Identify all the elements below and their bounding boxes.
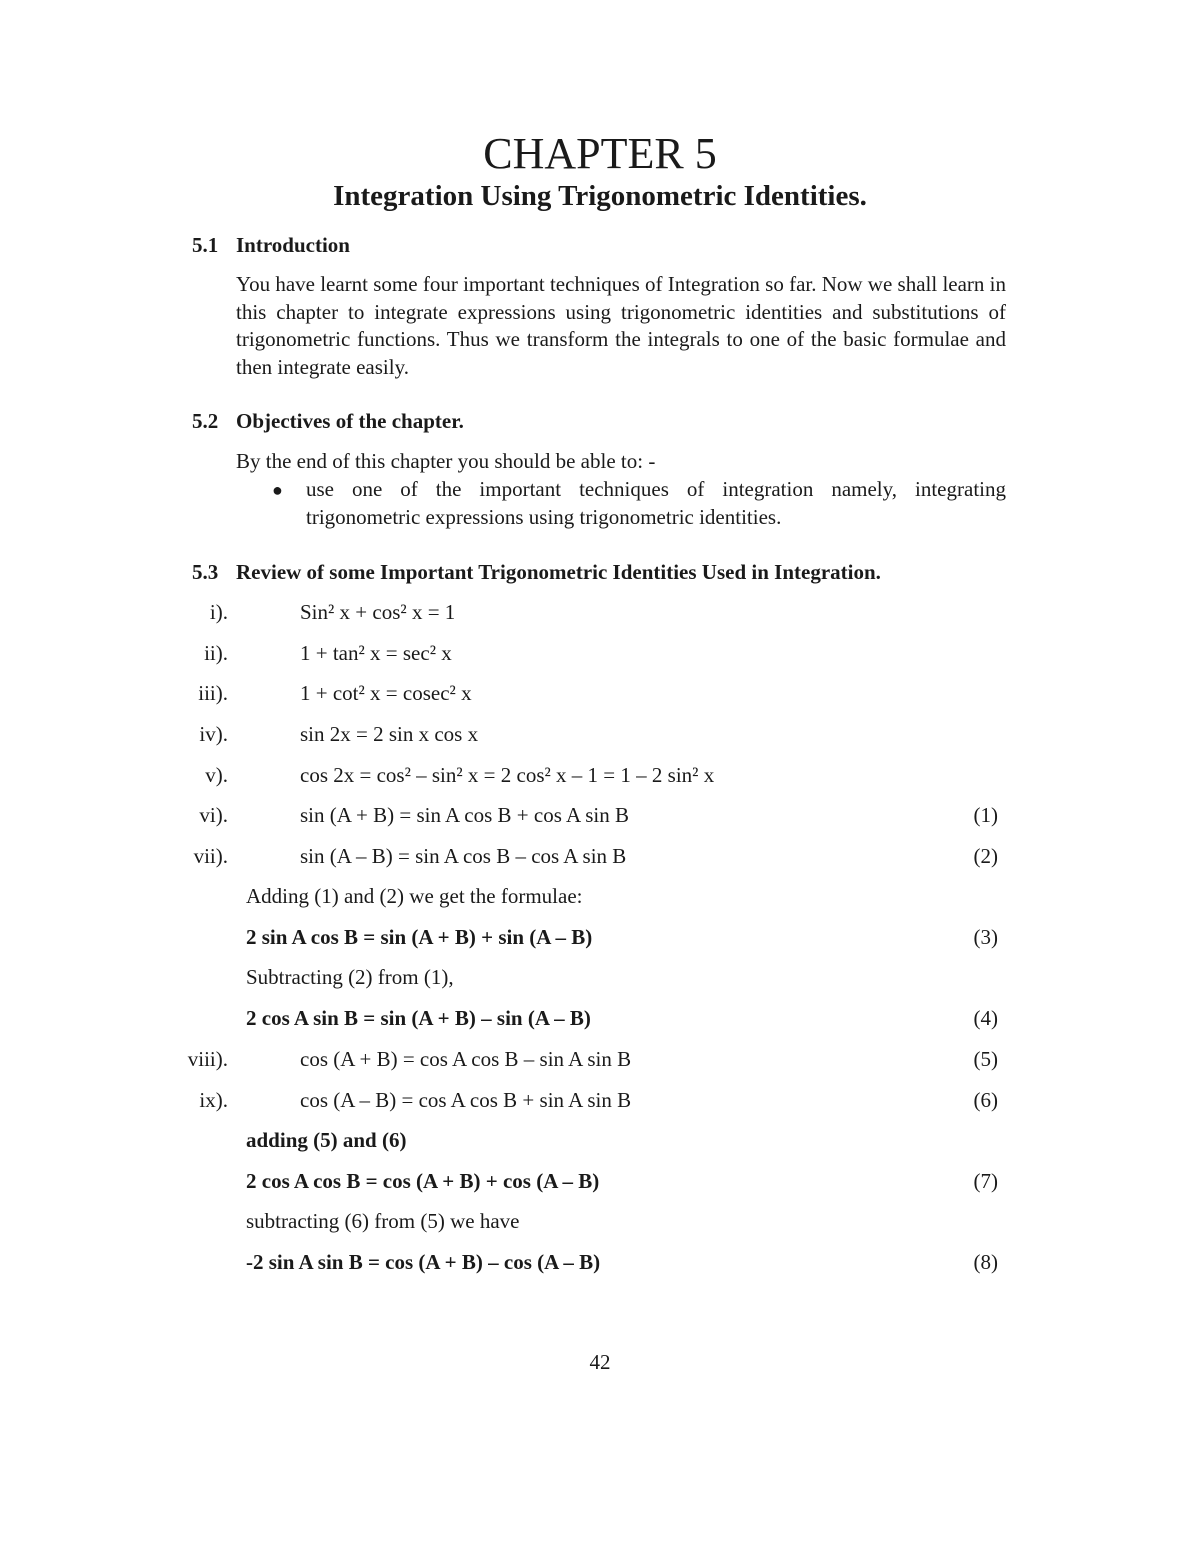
derivation-note-adding: Adding (1) and (2) we get the formulae: bbox=[246, 884, 583, 908]
identity-formula-iv: sin 2x = 2 sin x cos x bbox=[300, 722, 479, 746]
identity-label-viii: viii). bbox=[187, 1047, 228, 1071]
equation-number-2: (2) bbox=[973, 844, 998, 868]
equation-number-4: (4) bbox=[973, 1006, 998, 1030]
equation-number-3: (3) bbox=[973, 925, 998, 949]
identity-label-iv: iv). bbox=[199, 722, 228, 746]
identity-formula-iii: 1 + cot² x = cosec² x bbox=[300, 681, 472, 705]
identity-formula-i: Sin² x + cos² x = 1 bbox=[300, 600, 456, 624]
identity-label-i: i). bbox=[209, 600, 228, 624]
section-number-5-1: 5.1 bbox=[192, 233, 219, 257]
identity-formula-vii: sin (A – B) = sin A cos B – cos A sin B bbox=[300, 844, 627, 868]
identity-formula-viii: cos (A + B) = cos A cos B – sin A sin B bbox=[300, 1047, 632, 1071]
identity-label-v: v). bbox=[205, 763, 228, 787]
identity-label-ix: ix). bbox=[199, 1088, 228, 1112]
identity-formula-ix: cos (A – B) = cos A cos B + sin A sin B bbox=[300, 1088, 632, 1112]
section-number-5-3: 5.3 bbox=[192, 560, 219, 584]
derived-formula-4: 2 cos A sin B = sin (A + B) – sin (A – B) bbox=[246, 1006, 591, 1030]
introduction-paragraph: You have learnt some four important techniques of Integration so far. Now we shall learn in this chapter to integrate expressions using trigonometric identities and substitutions of trigonometric functions. Thus we transform the integrals to one of the basic formulae and then integrate easily. bbox=[236, 272, 1007, 379]
derivation-note-adding-5-6: adding (5) and (6) bbox=[246, 1128, 407, 1152]
chapter-title: CHAPTER 5 bbox=[483, 129, 717, 178]
identity-formula-v: cos 2x = cos² – sin² x = 2 cos² x – 1 = 1 – 2 sin² x bbox=[300, 763, 715, 787]
chapter-subtitle: Integration Using Trigonometric Identities. bbox=[333, 180, 867, 212]
section-heading-identities: Review of some Important Trigonometric Identities Used in Integration. bbox=[236, 560, 881, 584]
identity-label-ii: ii). bbox=[204, 641, 228, 665]
page-number: 42 bbox=[589, 1350, 611, 1374]
bullet-icon: ● bbox=[272, 480, 283, 500]
equation-number-7: (7) bbox=[973, 1169, 998, 1193]
derived-formula-3: 2 sin A cos B = sin (A + B) + sin (A – B) bbox=[246, 925, 593, 949]
objectives-intro: By the end of this chapter you should be able to: - bbox=[236, 449, 656, 473]
derivation-note-subtracting-6-5: subtracting (6) from (5) we have bbox=[246, 1209, 520, 1233]
identity-label-iii: iii). bbox=[198, 681, 228, 705]
identity-label-vi: vi). bbox=[199, 803, 228, 827]
derived-formula-7: 2 cos A cos B = cos (A + B) + cos (A – B) bbox=[246, 1169, 600, 1193]
identity-formula-ii: 1 + tan² x = sec² x bbox=[300, 641, 452, 665]
section-heading-objectives: Objectives of the chapter. bbox=[236, 409, 464, 433]
identity-label-vii: vii). bbox=[193, 844, 228, 868]
equation-number-5: (5) bbox=[973, 1047, 998, 1071]
identity-formula-vi: sin (A + B) = sin A cos B + cos A sin B bbox=[300, 803, 629, 827]
objective-bullet-text: use one of the important techniques of integration namely, integrating trigonometric expressions using trigonometric identities. bbox=[306, 477, 1006, 529]
section-number-5-2: 5.2 bbox=[192, 409, 219, 433]
equation-number-1: (1) bbox=[973, 803, 998, 827]
section-heading-introduction: Introduction bbox=[236, 233, 350, 257]
derivation-note-subtracting: Subtracting (2) from (1), bbox=[246, 965, 454, 989]
equation-number-8: (8) bbox=[973, 1250, 998, 1274]
derived-formula-8: -2 sin A sin B = cos (A + B) – cos (A – B) bbox=[246, 1250, 601, 1274]
equation-number-6: (6) bbox=[973, 1088, 998, 1112]
